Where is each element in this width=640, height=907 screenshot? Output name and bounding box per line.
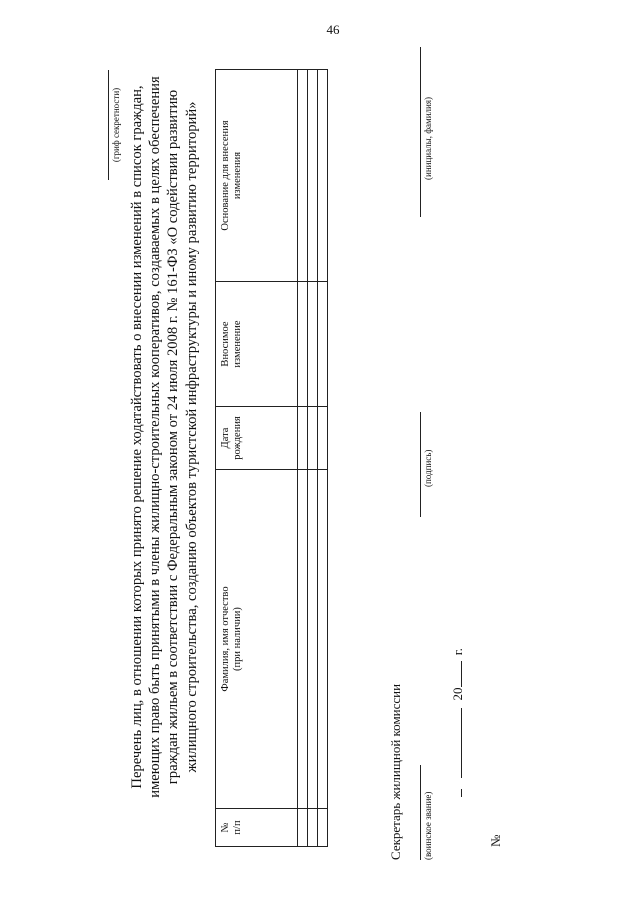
heading-line: Перечень лиц, в отношении которых принято решение ходатайствовать о внесении изменений в список граждан,: [129, 85, 145, 789]
column-header-birth-date: Дата рождения: [216, 407, 298, 470]
column-header-change: Вносимое изменение: [216, 282, 298, 407]
signature-line: [420, 412, 421, 517]
heading-line: жилищного строительства, созданию объектов туристской инфраструктуры и иному развитию территорий»: [183, 101, 200, 773]
table-cell: [318, 282, 328, 407]
table-cell: [308, 282, 318, 407]
table-row: [308, 70, 318, 847]
document-heading: [128, 47, 201, 827]
secretary-label: Секретарь жилищной комиссии: [388, 683, 403, 860]
name-line: [420, 47, 421, 217]
date-year-prefix: 20: [450, 687, 465, 701]
table-cell: [298, 809, 308, 847]
heading-line: граждан жильем в соответствии с Федеральным законом от 24 июля 2008 г. № 161-ФЗ «О содействии развитию: [165, 89, 182, 785]
records-table: [215, 69, 328, 847]
table-cell: [298, 282, 308, 407]
table-cell: [318, 809, 328, 847]
date-year-blank: [461, 662, 462, 688]
table-cell: [318, 470, 328, 809]
table-cell: [308, 70, 318, 282]
column-header-full-name: Фамилия, имя отчество (при наличии): [216, 470, 298, 809]
name-caption: (инициалы, фамилия): [423, 97, 433, 180]
table-cell: [308, 470, 318, 809]
date-year-suffix: г.: [450, 648, 465, 656]
secrecy-line: [108, 70, 109, 180]
table-header-row: [216, 70, 298, 847]
table-cell: [298, 407, 308, 470]
column-header-reason: Основание для внесения изменения: [216, 70, 298, 282]
table-cell: [318, 407, 328, 470]
number-sign: №: [488, 834, 503, 847]
table-cell: [308, 809, 318, 847]
page-number: 46: [326, 22, 340, 37]
table-row: [298, 70, 308, 847]
table-cell: [318, 70, 328, 282]
table-cell: [298, 470, 308, 809]
heading-line: имеющих право быть принятыми в члены жилищно-строительных кооперативов, создаваемых в целях обеспечения: [147, 76, 164, 798]
table-cell: [308, 407, 318, 470]
rank-line: [420, 765, 421, 860]
date-row: [450, 648, 466, 797]
rank-caption: (воинское звание): [423, 791, 433, 860]
date-month-blank: [461, 708, 462, 778]
secrecy-caption: (гриф секретности): [111, 87, 121, 163]
table-cell: [298, 70, 308, 282]
table-row: [318, 70, 328, 847]
signature-caption: (подпись): [423, 449, 433, 487]
column-header-number: № п/п: [216, 809, 298, 847]
date-day-blank: [461, 789, 462, 797]
